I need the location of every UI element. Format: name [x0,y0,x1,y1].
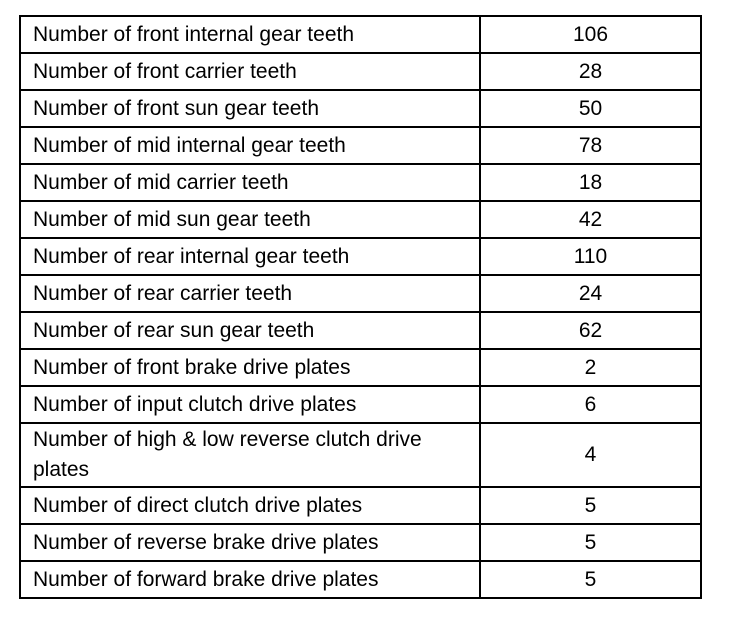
row-label: Number of reverse brake drive plates [20,524,480,561]
table-row [20,275,701,312]
row-value: 106 [480,16,701,53]
table-row [20,53,701,90]
row-value: 78 [480,127,701,164]
row-value: 2 [480,349,701,386]
row-label: Number of mid sun gear teeth [20,201,480,238]
row-value: 5 [480,487,701,524]
row-value: 42 [480,201,701,238]
row-label: Number of mid carrier teeth [20,164,480,201]
table-row [20,386,701,423]
row-value: 18 [480,164,701,201]
row-label: Number of high & low reverse clutch drive plates [20,423,480,487]
table-row [20,16,701,53]
row-label: Number of rear internal gear teeth [20,238,480,275]
table-row [20,164,701,201]
row-label: Number of rear carrier teeth [20,275,480,312]
row-value: 4 [480,423,701,487]
gear-specification-table [19,15,702,599]
table-row [20,561,701,598]
row-label: Number of front sun gear teeth [20,90,480,127]
row-label: Number of rear sun gear teeth [20,312,480,349]
row-value: 28 [480,53,701,90]
table-row [20,349,701,386]
row-value: 50 [480,90,701,127]
table-row [20,127,701,164]
table-row [20,423,701,487]
table-row [20,524,701,561]
table-row [20,90,701,127]
row-label: Number of direct clutch drive plates [20,487,480,524]
row-label: Number of front brake drive plates [20,349,480,386]
table-row [20,201,701,238]
row-value: 24 [480,275,701,312]
table-row [20,238,701,275]
row-value: 5 [480,524,701,561]
row-label: Number of input clutch drive plates [20,386,480,423]
row-value: 6 [480,386,701,423]
row-label: Number of front carrier teeth [20,53,480,90]
row-value: 5 [480,561,701,598]
row-value: 110 [480,238,701,275]
row-label: Number of forward brake drive plates [20,561,480,598]
row-label: Number of mid internal gear teeth [20,127,480,164]
row-value: 62 [480,312,701,349]
table-row [20,487,701,524]
table-row [20,312,701,349]
row-label: Number of front internal gear teeth [20,16,480,53]
